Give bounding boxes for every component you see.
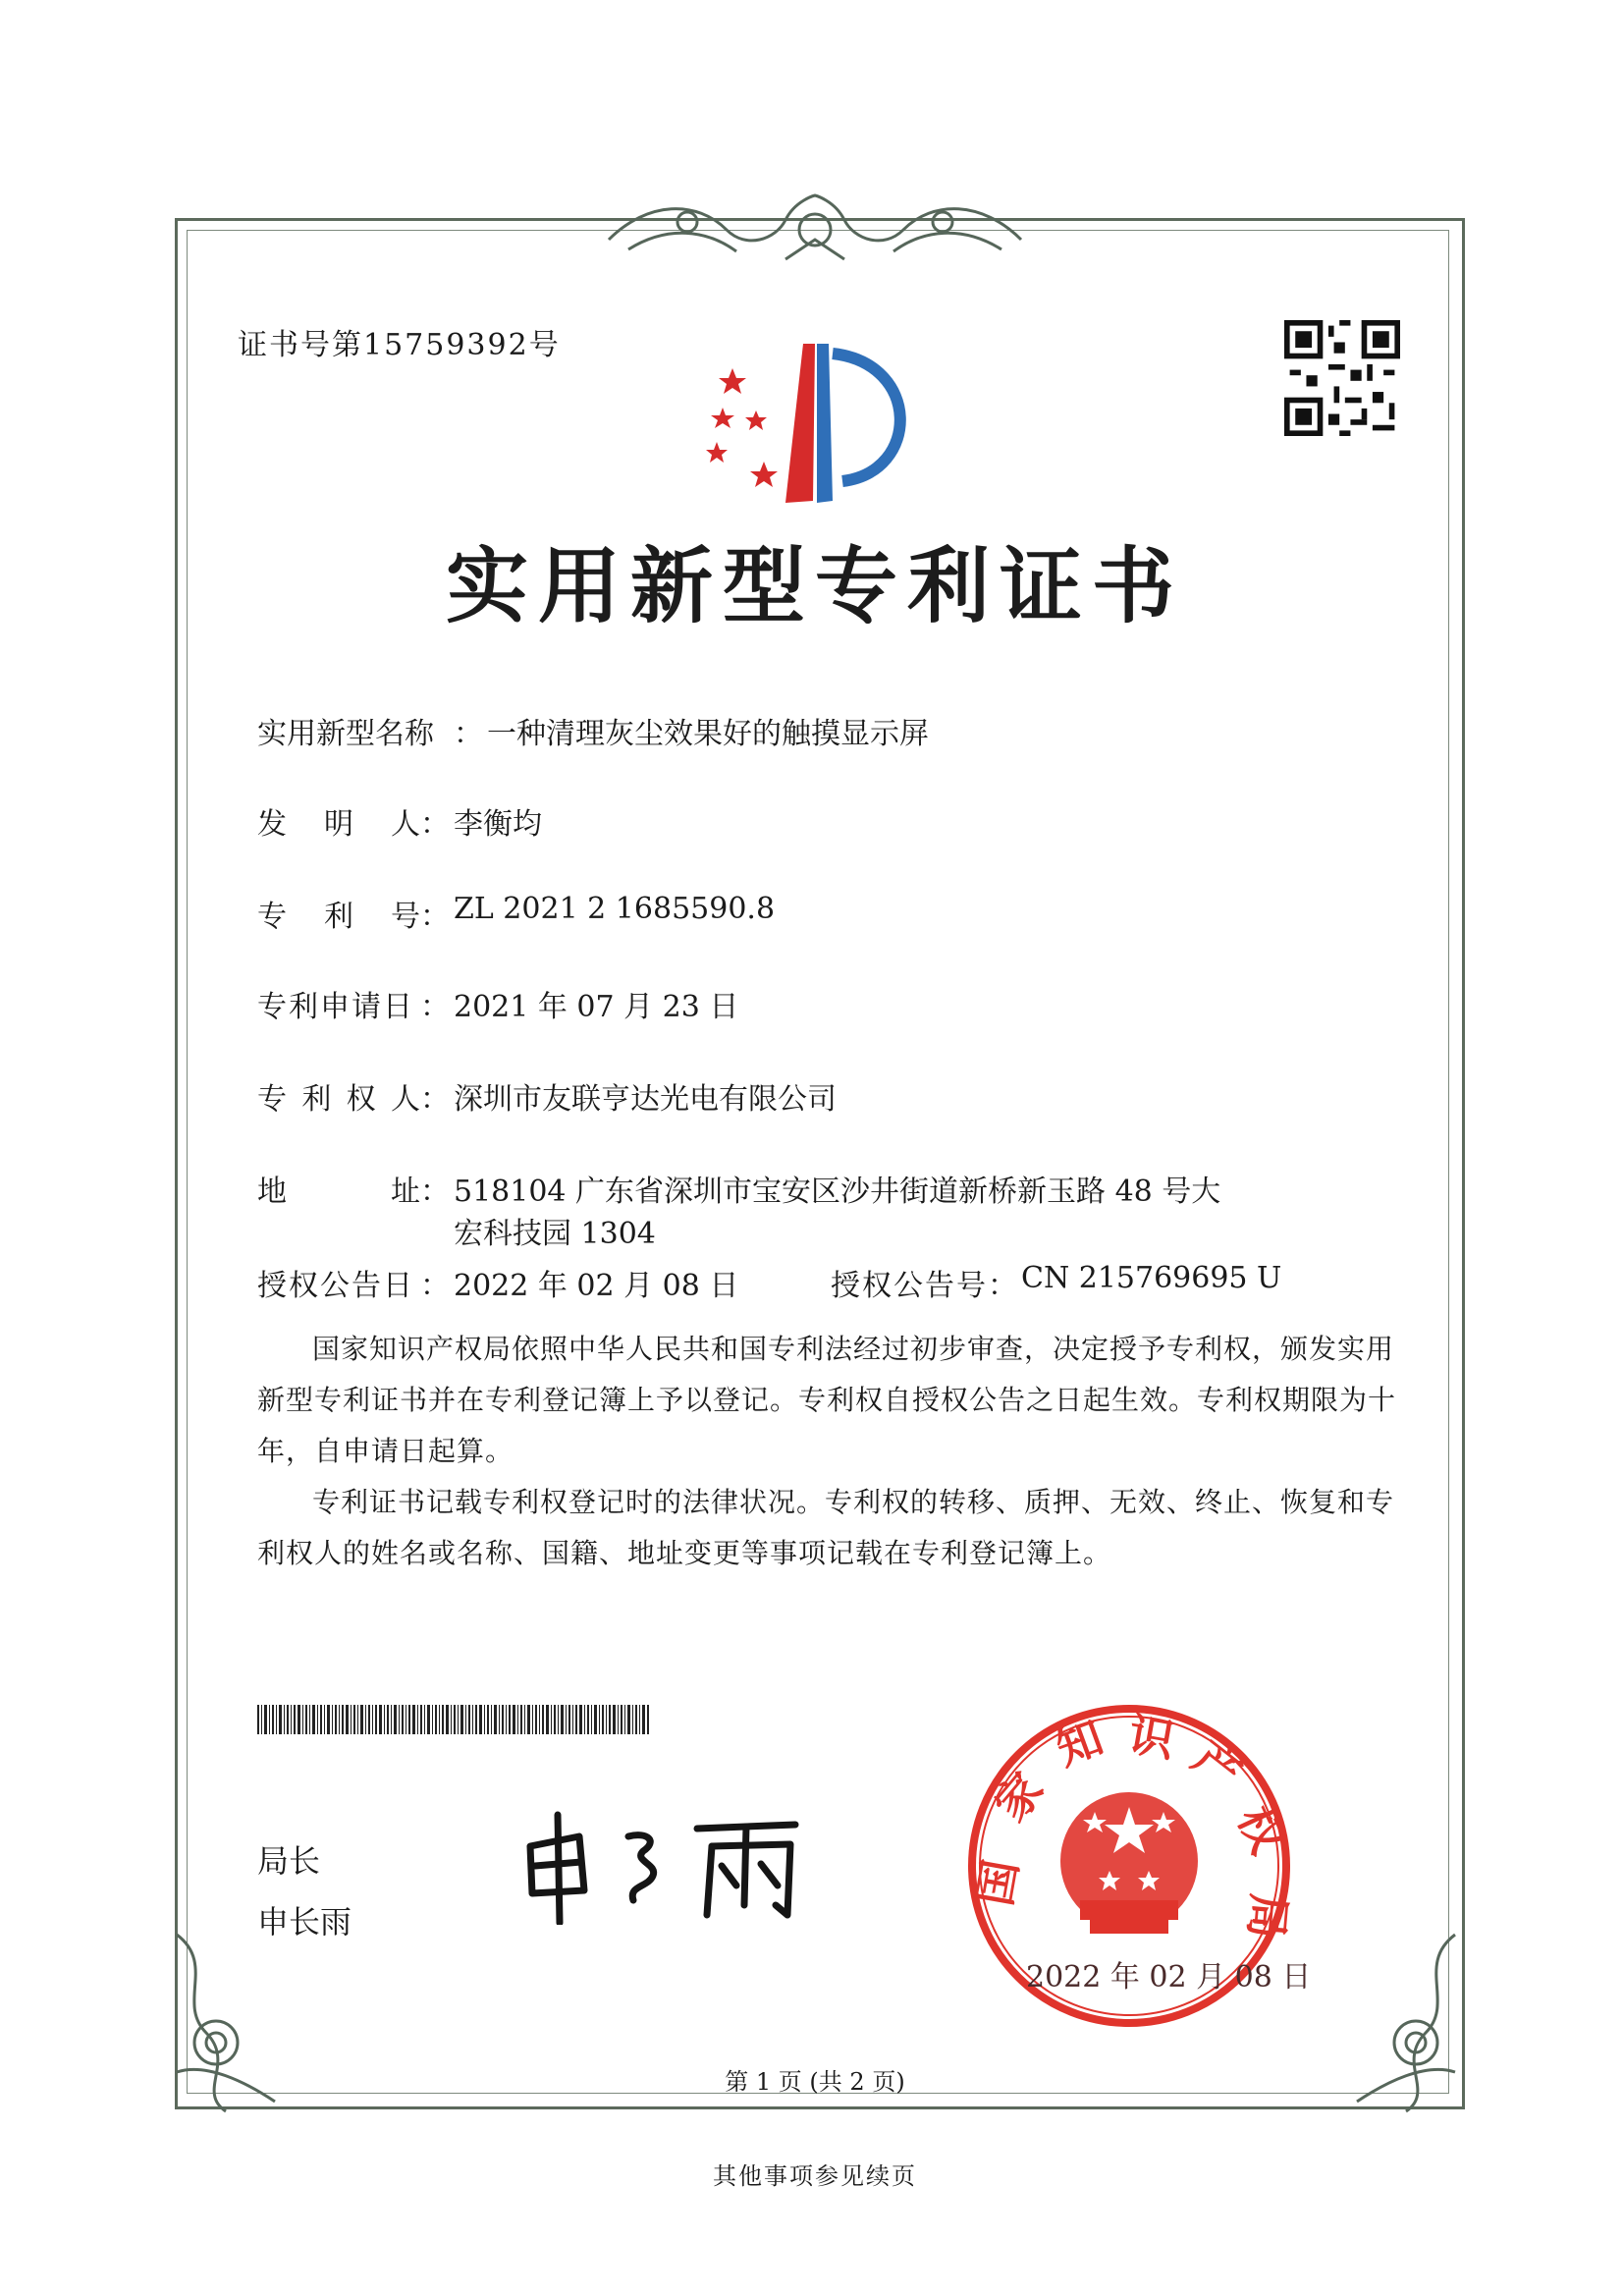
field-inventor: 发 明 人 ： 李衡均 <box>257 799 542 843</box>
svg-text:权: 权 <box>1227 1797 1295 1862</box>
top-ornament-icon <box>589 181 1041 269</box>
field-address: 地 址 ： 518104 广东省深圳市宝安区沙井街道新桥新玉路 48 号大 宏科技园 1304 <box>257 1167 1220 1259</box>
bottom-left-ornament-icon <box>157 1925 295 2121</box>
field-label: 授权公告日 <box>257 1269 414 1303</box>
field-value: 一种清理灰尘效果好的触摸显示屏 <box>487 717 929 751</box>
field-value: 深圳市友联亨达光电有限公司 <box>454 1082 837 1117</box>
field-value: 2021 年 07 月 23 日 <box>454 990 739 1024</box>
seal-date: 2022 年 02 月 08 日 <box>1026 1960 1312 1995</box>
field-value: ZL 2021 2 1685590.8 <box>454 892 776 926</box>
field-patentee: 专 利 权 人 ： 深圳市友联亨达光电有限公司 <box>257 1074 837 1118</box>
certificate-title: 实用新型专利证书 <box>445 538 1184 634</box>
field-filing-date: 专利申请日 ： 2021 年 07 月 23 日 <box>257 982 738 1025</box>
director-name: 申长雨 <box>257 1903 352 1941</box>
field-grant-number: 授权公告号 ： CN 215769695 U <box>831 1261 1282 1303</box>
barcode-icon <box>257 1705 650 1734</box>
field-label: 实用新型名称 <box>257 717 434 751</box>
body-paragraph-1: 国家知识产权局依照中华人民共和国专利法经过初步审查，决定授予专利权，颁发实用新型专利证书并在专利登记簿上予以登记。专利权自授权公告之日起生效。专利权期限为十年，自申请日起算。 <box>257 1333 1397 1467</box>
field-label: 授权公告号 <box>831 1269 988 1303</box>
patent-office-logo-icon <box>695 324 935 530</box>
svg-text:识: 识 <box>1124 1707 1179 1768</box>
field-utility-model-name: 实用新型名称 ： 一种清理灰尘效果好的触摸显示屏 <box>257 709 929 752</box>
field-label: 专利申请日 <box>257 990 414 1024</box>
bottom-right-ornament-icon <box>1337 1925 1475 2121</box>
field-value: 李衡均 <box>454 807 542 842</box>
address-line-1: 518104 广东省深圳市宝安区沙井街道新桥新玉路 48 号大 <box>454 1175 1221 1209</box>
field-value: CN 215769695 U <box>1021 1261 1282 1295</box>
svg-text:家: 家 <box>984 1762 1055 1831</box>
body-paragraph-2: 专利证书记载专利权登记时的法律状况。专利权的转移、质押、无效、终止、恢复和专利权人的姓名或名称、国籍、地址变更等事项记载在专利登记簿上。 <box>257 1486 1395 1569</box>
footer-note: 其他事项参见续页 <box>713 2162 917 2190</box>
svg-text:局: 局 <box>1239 1891 1296 1941</box>
qr-code-icon <box>1284 320 1400 436</box>
field-grant-date: 授权公告日 ： 2022 年 02 月 08 日 <box>257 1261 738 1304</box>
certificate-body <box>257 1324 1406 1579</box>
field-value <box>454 1167 1220 1259</box>
address-line-2: 宏科技园 1304 <box>454 1217 656 1251</box>
page-indicator: 第 1 页 (共 2 页) <box>725 2068 905 2096</box>
svg-text:知: 知 <box>1049 1710 1110 1777</box>
director-title: 局长 <box>257 1842 321 1880</box>
field-label: 专 利 权 人 <box>257 1082 420 1117</box>
svg-text:产: 产 <box>1183 1729 1252 1800</box>
handwritten-signature <box>511 1807 835 1925</box>
field-label: 地 址 <box>257 1175 420 1209</box>
field-label: 发 明 人 <box>257 807 420 842</box>
field-label: 专 利 号 <box>257 900 420 934</box>
field-patent-number: 专 利 号 ： ZL 2021 2 1685590.8 <box>257 892 776 934</box>
field-value: 2022 年 02 月 08 日 <box>454 1269 739 1303</box>
certificate-number: 证书号第15759392号 <box>238 328 561 362</box>
svg-text:国: 国 <box>967 1855 1028 1910</box>
